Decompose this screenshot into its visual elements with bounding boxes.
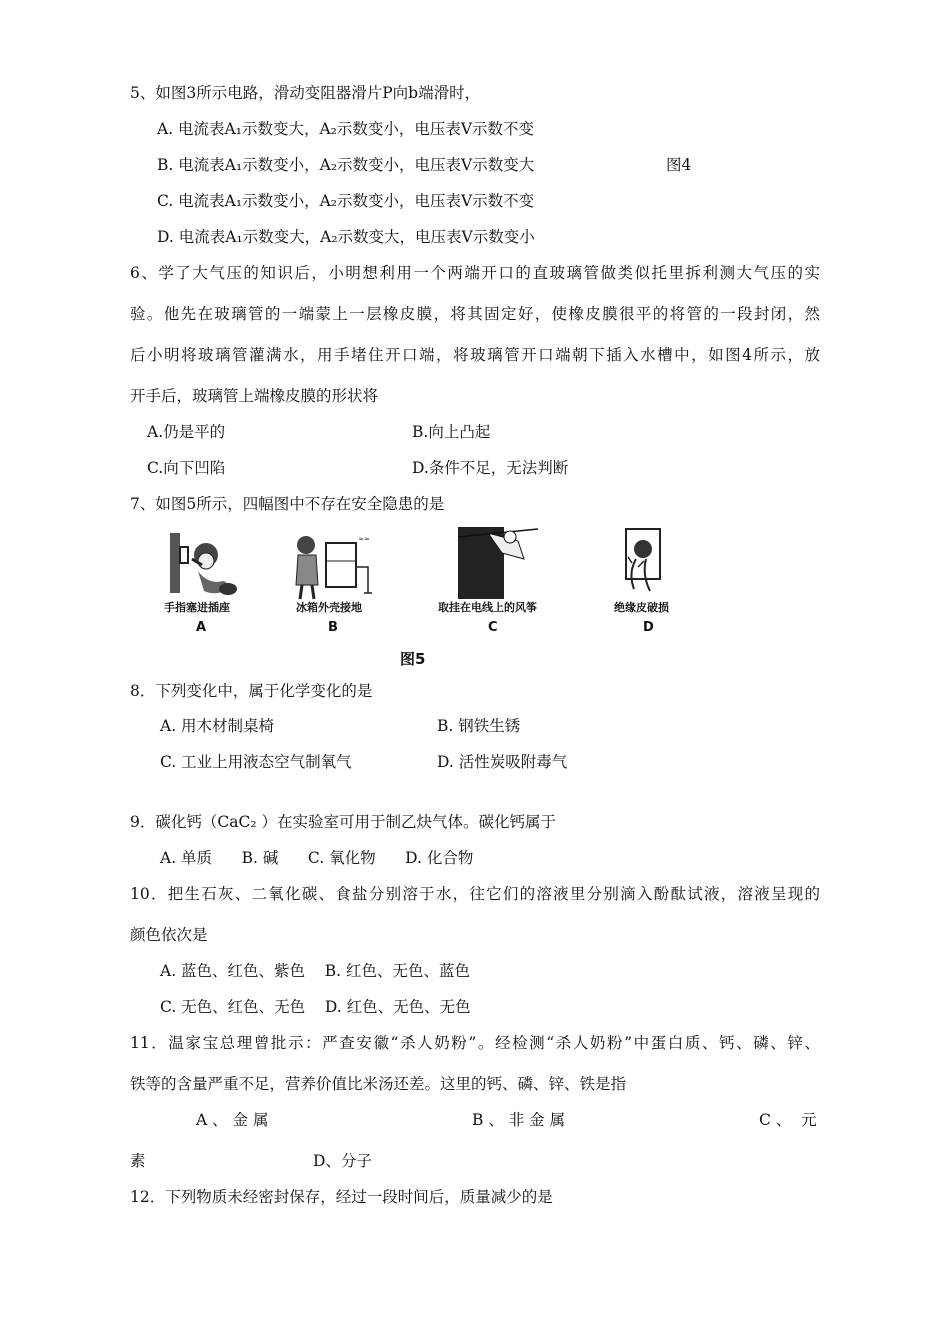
- panel-c-letter: C: [488, 620, 498, 635]
- panel-a-child-outlet-drawing: [164, 533, 237, 635]
- panel-b-fridge-drawing: [296, 535, 372, 635]
- q5-option-d: D. 电流表A₁示数变大，A₂示数变大，电压表V示数变小: [157, 228, 535, 246]
- q12-stem: 12．下列物质未经密封保存，经过一段时间后，质量减少的是: [130, 1188, 553, 1206]
- q5-option-a: A. 电流表A₁示数变大，A₂示数变小，电压表V示数不变: [157, 120, 535, 138]
- panel-b-letter: B: [328, 620, 338, 635]
- figure-5-illustration: [158, 527, 690, 639]
- q11-option-c: C 、 元: [759, 1111, 817, 1129]
- q10-options-cd: C. 无色、红色、无色 D. 红色、无色、无色: [160, 998, 471, 1016]
- q6-option-a: A.仍是平的: [147, 423, 226, 441]
- q7-stem: 7、如图5所示，四幅图中不存在安全隐患的是: [130, 495, 445, 513]
- q6-option-b: B.向上凸起: [412, 423, 491, 441]
- panel-a-caption: 手指塞进插座: [164, 601, 230, 614]
- q6-stem-line3: 后小明将玻璃管灌满水，用手堵住开口端，将玻璃管开口端朝下插入水槽中，如图4所示，放: [130, 346, 820, 364]
- figure-4-label: 图4: [666, 156, 692, 174]
- q9-stem: 9．碳化钙（CaC₂ ）在实验室可用于制乙炔气体。碳化钙属于: [130, 813, 556, 831]
- q5-option-c: C. 电流表A₁示数变小，A₂示数变小，电压表V示数不变: [157, 192, 535, 210]
- q8-stem: 8．下列变化中，属于化学变化的是: [130, 682, 373, 700]
- panel-d-wire-drawing: [614, 529, 669, 635]
- panel-c-caption: 取挂在电线上的风筝: [438, 601, 537, 614]
- q11-option-a: A 、 金 属: [196, 1111, 269, 1129]
- q11-option-d: D、分子: [313, 1152, 372, 1170]
- q6-option-d: D.条件不足，无法判断: [412, 459, 569, 477]
- q6-stem-line2: 验。他先在玻璃管的一端蒙上一层橡皮膜，将其固定好，使橡皮膜很平的将管的一段封闭，然: [130, 305, 820, 323]
- q11-stem-line1: 11．温家宝总理曾批示：严查安徽“杀人奶粉”。经检测“杀人奶粉”中蛋白质、钙、磷、锌、: [130, 1034, 820, 1052]
- q5-stem: 5、如图3所示电路，滑动变阻器滑片P向b端滑时，: [130, 84, 481, 102]
- q11-option-b: B 、 非 金 属: [472, 1111, 566, 1129]
- panel-d-caption: 绝缘皮破损: [614, 601, 669, 614]
- panel-b-caption: 冰箱外壳接地: [296, 601, 362, 614]
- q5-option-b: B. 电流表A₁示数变小，A₂示数变小，电压表V示数变大: [157, 156, 535, 174]
- panel-d-letter: D: [643, 620, 654, 635]
- panel-a-letter: A: [196, 620, 207, 635]
- svg-text:≈≈: ≈≈: [358, 535, 370, 543]
- q8-option-d: D. 活性炭吸附毒气: [437, 753, 568, 771]
- q8-option-c: C. 工业上用液态空气制氧气: [160, 753, 352, 771]
- q11-option-c-continued: 素: [130, 1152, 146, 1170]
- q6-stem-line1: 6、学了大气压的知识后，小明想利用一个两端开口的直玻璃管做类似托里拆利测大气压的实: [130, 264, 820, 282]
- q9-options: A. 单质 B. 碱 C. 氧化物 D. 化合物: [160, 849, 474, 867]
- q10-stem-line1: 10．把生石灰、二氧化碳、食盐分别溶于水，往它们的溶液里分别滴入酚酞试液，溶液呈现的: [130, 885, 820, 903]
- q6-option-c: C.向下凹陷: [147, 459, 226, 477]
- q8-option-a: A. 用木材制桌椅: [160, 717, 275, 735]
- q10-options-ab: A. 蓝色、红色、紫色 B. 红色、无色、蓝色: [160, 962, 471, 980]
- figure-5-label: 图5: [400, 650, 426, 668]
- q6-stem-line4: 开手后，玻璃管上端橡皮膜的形状将: [130, 387, 379, 405]
- q11-stem-line2: 铁等的含量严重不足，营养价值比米汤还差。这里的钙、磷、锌、铁是指: [130, 1075, 627, 1093]
- q8-option-b: B. 钢铁生锈: [437, 717, 521, 735]
- q10-stem-line2: 颜色依次是: [130, 926, 208, 944]
- panel-c-kite-drawing: [438, 527, 538, 635]
